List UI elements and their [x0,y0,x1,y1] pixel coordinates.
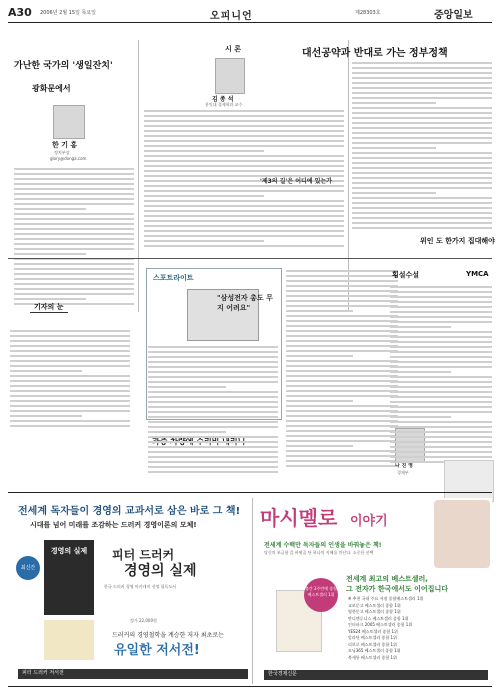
ad-left-line2: 시대를 넘어 미래를 조감하는 드러커 경영이론의 모체! [30,521,197,529]
text-line [286,435,398,437]
text-line [390,286,492,288]
text-line [390,411,492,413]
text-line [390,326,451,328]
text-line [286,335,398,337]
text-line [10,405,130,407]
text-line [352,127,492,129]
text-line [390,331,492,333]
text-line [10,355,130,357]
ad-left-title: 피터 드러커 [112,548,175,562]
text-line [390,386,492,388]
text-line [286,275,398,277]
text-line [148,381,278,383]
text-line [148,356,278,358]
text-line [286,315,398,317]
text-line [10,390,130,392]
text-line [390,321,492,323]
text-line [286,285,398,287]
text-line [148,406,278,408]
text-line [144,150,264,152]
text-line [148,451,278,453]
text-line [352,132,492,134]
text-line [390,426,492,428]
bestseller-item: 북새통 베스트셀러 종합 1위 [348,654,397,660]
middle-text [286,270,398,470]
text-line [352,182,492,184]
text-line [352,62,492,64]
text-line [14,183,134,185]
text-line [144,240,264,242]
text-line [286,425,398,427]
text-line [148,351,278,353]
text-line [148,371,278,373]
ad-left-footer-big: 유일한 저서전! [114,643,200,658]
bestseller-item: 모닝365 베스트셀러 종합 1위 [348,648,401,653]
text-line [286,295,398,297]
text-line [352,102,436,104]
text-line [352,82,492,84]
text-line [390,406,492,408]
text-line [352,172,492,174]
text-line [14,233,134,235]
text-line [14,168,134,170]
text-line [286,415,398,417]
section-rule [8,258,492,259]
text-line [144,215,344,217]
text-line [148,466,278,468]
text-line [286,420,398,422]
text-line [148,411,278,413]
col1-author-role: 정치부장 [54,150,70,155]
text-line [352,72,492,74]
bestseller-item: YES24 베스트셀러 종합 1위 [348,628,398,634]
text-line [286,465,398,467]
text-line [352,197,492,199]
header-rule [8,22,492,23]
col2-author-role: 홍익대 경제학과 교수 [205,102,243,107]
text-line [144,125,344,127]
text-line [286,385,398,387]
text-line [10,335,130,337]
text-line [144,110,344,112]
text-line [144,205,344,207]
text-line [14,213,134,215]
text-line [352,142,492,144]
text-line [10,380,130,382]
text-line [14,243,134,245]
ymca-label: YMCA [466,270,489,278]
col1-headline: 가난한 국가의 '생일잔치' [14,61,113,71]
text-line [390,446,492,448]
text-line [148,366,278,368]
text-line [352,152,492,154]
newspaper-logo: 중앙일보 [434,10,473,21]
text-line [144,135,344,137]
text-line [14,188,134,190]
bestseller-item: ※ 추천 국내 주요 서점 종합베스트셀러 1위 [348,596,424,601]
text-line [148,441,278,443]
text-line [10,410,130,412]
text-line [390,341,492,343]
sports-author-role: 경제부 [397,470,409,475]
text-line [144,130,344,132]
text-line [390,401,492,403]
text-line [144,225,344,227]
text-line [352,212,492,214]
text-line [14,223,134,225]
text-line [286,350,398,352]
text-line [286,305,398,307]
author-photo [53,105,85,139]
text-line [390,421,492,423]
text-line [286,395,398,397]
text-line [352,162,492,164]
left-advertisement [10,498,250,683]
text-line [14,218,134,220]
text-line [390,361,492,363]
sports-author: 나 진 영 [395,463,413,469]
col2-subhead: '제3의 길'은 어디에 있는가 [260,178,333,185]
ad-left-desc: 한국 드러커 경영 아카데미 선정 필독도서 [104,584,177,589]
text-line [286,390,398,392]
text-line [390,381,492,383]
text-line [148,391,278,393]
ad-right-title2: 이야기 [350,514,388,529]
sports-headline: "삼성전자 총도 무지 어려요" [217,294,273,312]
text-line [14,203,134,205]
page-number: A30 [8,6,32,19]
text-line [390,451,492,453]
ad-rule [8,492,492,493]
text-line [390,311,492,313]
text-line [286,360,398,362]
new-badge: 최신간 [16,556,40,580]
bestseller-item: 인터파크 2005 베스트셀러 종합 1위 [348,622,413,627]
right-advertisement [256,498,492,684]
bestseller-item: 알라딘 베스트셀러 종합 1위 [348,635,397,640]
text-line [14,173,134,175]
text-line [352,147,436,149]
bestseller-sticker: 출간 3주만에 종합베스트셀러 1위 [304,578,338,612]
text-line [14,208,86,210]
text-line [286,365,398,367]
col2-author: 김 종 석 [212,96,234,103]
text-line [148,426,278,428]
ad-right-subtitle: 전세계 수백만 독자들의 인생을 바꿔놓은 책! [264,542,382,549]
text-line [390,336,492,338]
text-line [352,97,492,99]
bestseller-list [348,596,488,661]
text-line [390,316,492,318]
text-line [390,291,492,293]
text-line [144,115,344,117]
text-line [390,296,492,298]
text-line [10,375,130,377]
text-line [286,460,398,462]
issue-date: 2006년 2월 15일 목요일 [40,10,97,16]
text-line [10,400,130,402]
ad-right-line4: 그 전자가 한국에서도 이어집니다 [346,585,448,593]
text-line [286,340,398,342]
text-line [144,200,344,202]
text-line [14,178,134,180]
col1-author: 한 기 홍 [52,141,78,149]
text-line [286,330,398,332]
text-line [352,207,492,209]
text-line [148,421,278,423]
text-line [352,187,492,189]
bestseller-item: 교보문고 베스트셀러 종합 1위 [348,602,401,608]
text-line [10,350,130,352]
text-line [352,122,492,124]
text-line [390,391,492,393]
text-line [10,415,82,417]
text-line [148,431,226,433]
text-line [148,401,278,403]
text-line [390,396,492,398]
text-line [144,170,344,172]
text-line [390,356,492,358]
book-cover-2 [44,620,94,660]
page-header [0,0,500,24]
text-line [286,380,398,382]
text-line [148,461,278,463]
text-line [286,320,398,322]
ad-right-line2: 당신의 조급함 을 바꿔줄 단 하나의 지혜를 만난다. 소중한 선택 [264,550,374,555]
column-label: 횡설수설 [392,271,420,279]
column-name: 광화문에서 [32,84,71,93]
text-line [144,245,344,247]
text-line [144,145,344,147]
text-line [286,410,398,412]
text-line [390,301,492,303]
text-line [148,471,278,473]
text-line [144,185,344,187]
text-line [352,167,492,169]
text-line [148,346,278,348]
text-line [286,400,353,402]
text-line [148,456,278,458]
text-line [352,107,492,109]
text-line [352,227,492,229]
text-line [144,190,344,192]
text-line [390,456,492,458]
section-title: 오피니언 [210,11,253,22]
text-line [10,345,130,347]
text-line [144,220,344,222]
text-line [286,280,398,282]
text-line [352,202,492,204]
text-line [352,92,492,94]
ad-left-footer-line: 드러커의 경영철학을 계승한 저자 최초로는 [112,632,224,639]
text-line [390,346,492,348]
text-line [144,235,344,237]
text-line [286,405,398,407]
text-line [14,238,134,240]
reporter-eye-label: 기자의 눈 [30,302,68,313]
text-line [10,425,130,427]
text-line [10,340,130,342]
bestseller-item: 반디앤루니스 베스트셀러 종합 1위 [348,615,409,621]
text-line [14,198,134,200]
ad-right-publisher: 한국경제신문 [264,670,488,680]
text-line [144,195,264,197]
text-line [286,450,398,452]
text-line [144,165,344,167]
text-line [390,366,492,368]
ad-right-title: 마시멜로 [260,506,338,530]
text-line [352,222,492,224]
text-line [390,431,492,433]
text-line [14,228,134,230]
column-divider [138,40,139,312]
sports-text [148,346,278,476]
text-line [148,396,278,398]
text-line [390,376,492,378]
text-line [352,177,492,179]
text-line [10,395,130,397]
text-line [286,370,398,372]
text-line [390,441,492,443]
editorial-tag: 시 론 [225,45,241,53]
text-line [14,193,134,195]
text-line [390,461,451,463]
text-line [286,290,398,292]
right-text [390,286,492,466]
text-line [390,351,492,353]
text-line [144,210,344,212]
col1-author-email: glory@donga.com [50,156,87,161]
text-line [144,120,344,122]
text-line [148,436,278,438]
text-line [286,325,398,327]
text-line [352,217,492,219]
text-line [286,310,353,312]
text-line [286,455,398,457]
text-line [352,67,492,69]
text-line [144,155,344,157]
text-line [286,445,353,447]
text-line [148,446,278,448]
text-line [390,416,451,418]
chair-illustration [444,460,494,502]
ad-left-publisher: 피터 드러커 저서전 [18,669,248,679]
text-line [352,77,492,79]
bestseller-item: 영풍문고 베스트셀러 종합 1위 [348,609,401,614]
ad-divider [252,498,253,684]
text-line [286,345,398,347]
text-line [286,300,398,302]
sports-label: 스포트라이트 [153,274,194,282]
text-line [144,160,344,162]
text-line [286,270,398,272]
text-line [352,117,492,119]
text-line [286,375,398,377]
bottom-rule [8,686,492,687]
text-line [352,87,492,89]
book-cover: 경영의 실제 [44,540,94,615]
text-line [144,230,344,232]
right-label: 위인 도 한가지 집대해야 [420,237,495,245]
reporter-eye-text [10,330,130,430]
ad-left-line1: 전세계 독자들이 경영의 교과서로 삼은 바로 그 책! [18,506,241,517]
text-line [352,112,492,114]
text-line [148,376,278,378]
ad-left-title2: 경영의 실제 [124,563,197,579]
text-line [286,440,398,442]
text-line [10,330,130,332]
text-line [352,157,492,159]
col3-body-text [352,62,492,232]
issue-number: 제28303호 [355,10,381,16]
ad-left-price: 정가 22,000원 [130,618,157,623]
ad-right-line3: 전세계 최고의 베스트셀러, [346,575,428,583]
bestseller-item: 리브로 베스트셀러 종합 1위 [348,641,397,647]
author-portrait [434,500,490,568]
text-line [10,385,130,387]
text-line [10,420,130,422]
text-line [14,253,86,255]
text-line [286,355,353,357]
text-line [390,436,492,438]
text-line [144,140,344,142]
text-line [10,360,130,362]
text-line [286,430,398,432]
text-line [390,306,492,308]
col3-headline: 대선공약과 반대로 가는 정부정책 [302,48,448,59]
text-line [148,361,278,363]
text-line [352,137,492,139]
text-line [390,371,451,373]
text-line [148,416,278,418]
text-line [148,386,226,388]
text-line [10,365,130,367]
text-line [10,370,82,372]
author-photo [215,58,245,94]
text-line [352,192,436,194]
text-line [14,248,134,250]
